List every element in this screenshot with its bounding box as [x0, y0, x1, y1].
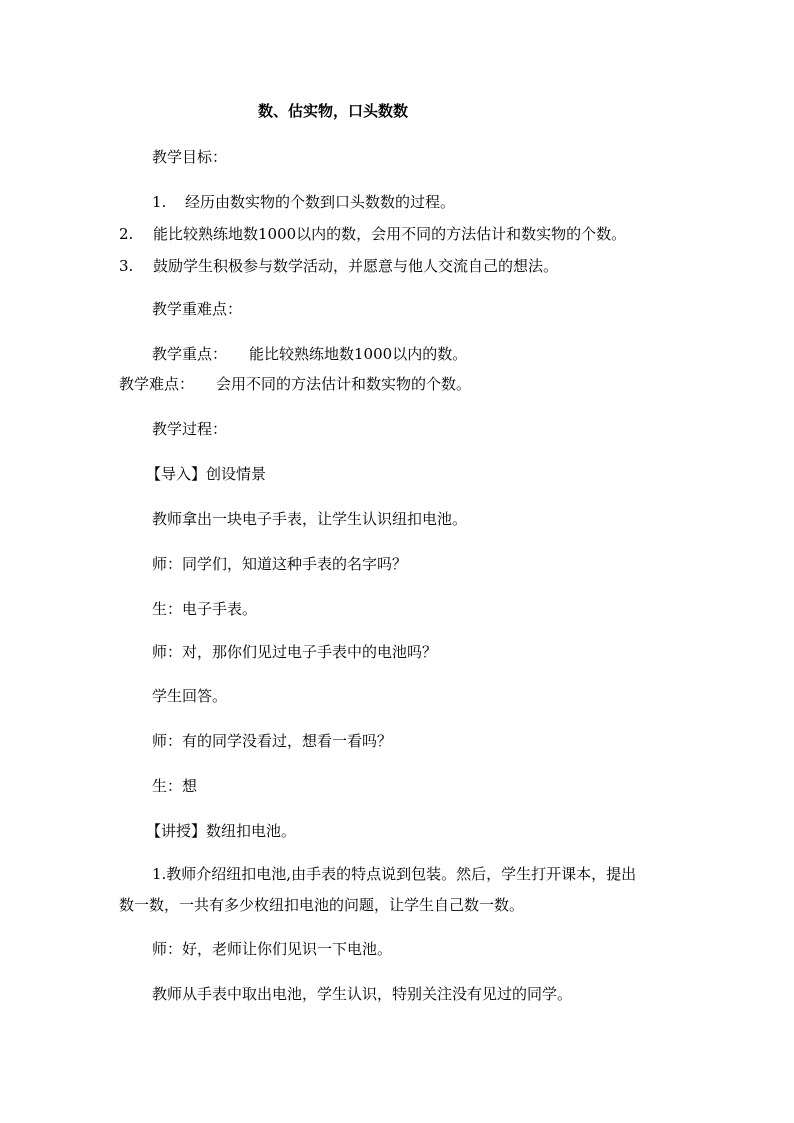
goal-item-1: [152, 192, 455, 212]
page-title: 数、估实物，口头数数: [258, 102, 409, 120]
intro-line: 师：对，那你们见过电子手表中的电池吗？: [152, 643, 438, 661]
lecture-line: 师：好，老师让你们见识一下电池。: [152, 940, 393, 958]
goal-number: 1.: [152, 193, 167, 211]
difficulty: [119, 374, 471, 394]
intro-line: 生：想: [152, 777, 198, 795]
difficulty-text: 会用不同的方法估计和数实物的个数。: [216, 375, 472, 393]
key-point-text: 能比较熟练地数1000以内的数。: [249, 345, 468, 363]
intro-line: 教师拿出一块电子手表，让学生认识纽扣电池。: [152, 510, 468, 528]
goal-text: 鼓励学生积极参与数学活动，并愿意与他人交流自己的想法。: [153, 257, 559, 275]
key-point: [152, 344, 467, 364]
goal-item-2: [119, 224, 626, 244]
goal-number: 3.: [119, 257, 134, 275]
lecture-paragraph-line1: 1.教师介绍纽扣电池,由手表的特点说到包装。然后，学生打开课本，提出: [152, 865, 637, 883]
goal-text: 能比较熟练地数1000以内的数，会用不同的方法估计和数实物的个数。: [153, 225, 627, 243]
goals-heading: 教学目标：: [152, 148, 228, 166]
key-point-label: 教学重点：: [152, 345, 228, 363]
process-heading: 教学过程：: [152, 420, 228, 438]
goal-text: 经历由数实物的个数到口头数数的过程。: [185, 193, 456, 211]
intro-line: 生：电子手表。: [152, 600, 258, 618]
goal-number: 2.: [119, 225, 134, 243]
difficulty-label: 教学难点：: [119, 375, 195, 393]
intro-line: 学生回答。: [152, 687, 228, 705]
lecture-paragraph-line2: 数一数，一共有多少枚纽扣电池的问题，让学生自己数一数。: [119, 896, 525, 914]
intro-line: 师：同学们，知道这种手表的名字吗？: [152, 555, 408, 573]
goal-item-3: [119, 256, 558, 276]
intro-line: 师：有的同学没看过，想看一看吗？: [152, 732, 393, 750]
intro-heading: 【导入】创设情景: [146, 465, 267, 483]
lecture-line: 教师从手表中取出电池，学生认识，特别关注没有见过的同学。: [152, 985, 573, 1003]
lecture-heading: 【讲授】数纽扣电池。: [146, 822, 297, 840]
keypoints-heading: 教学重难点：: [152, 300, 243, 318]
